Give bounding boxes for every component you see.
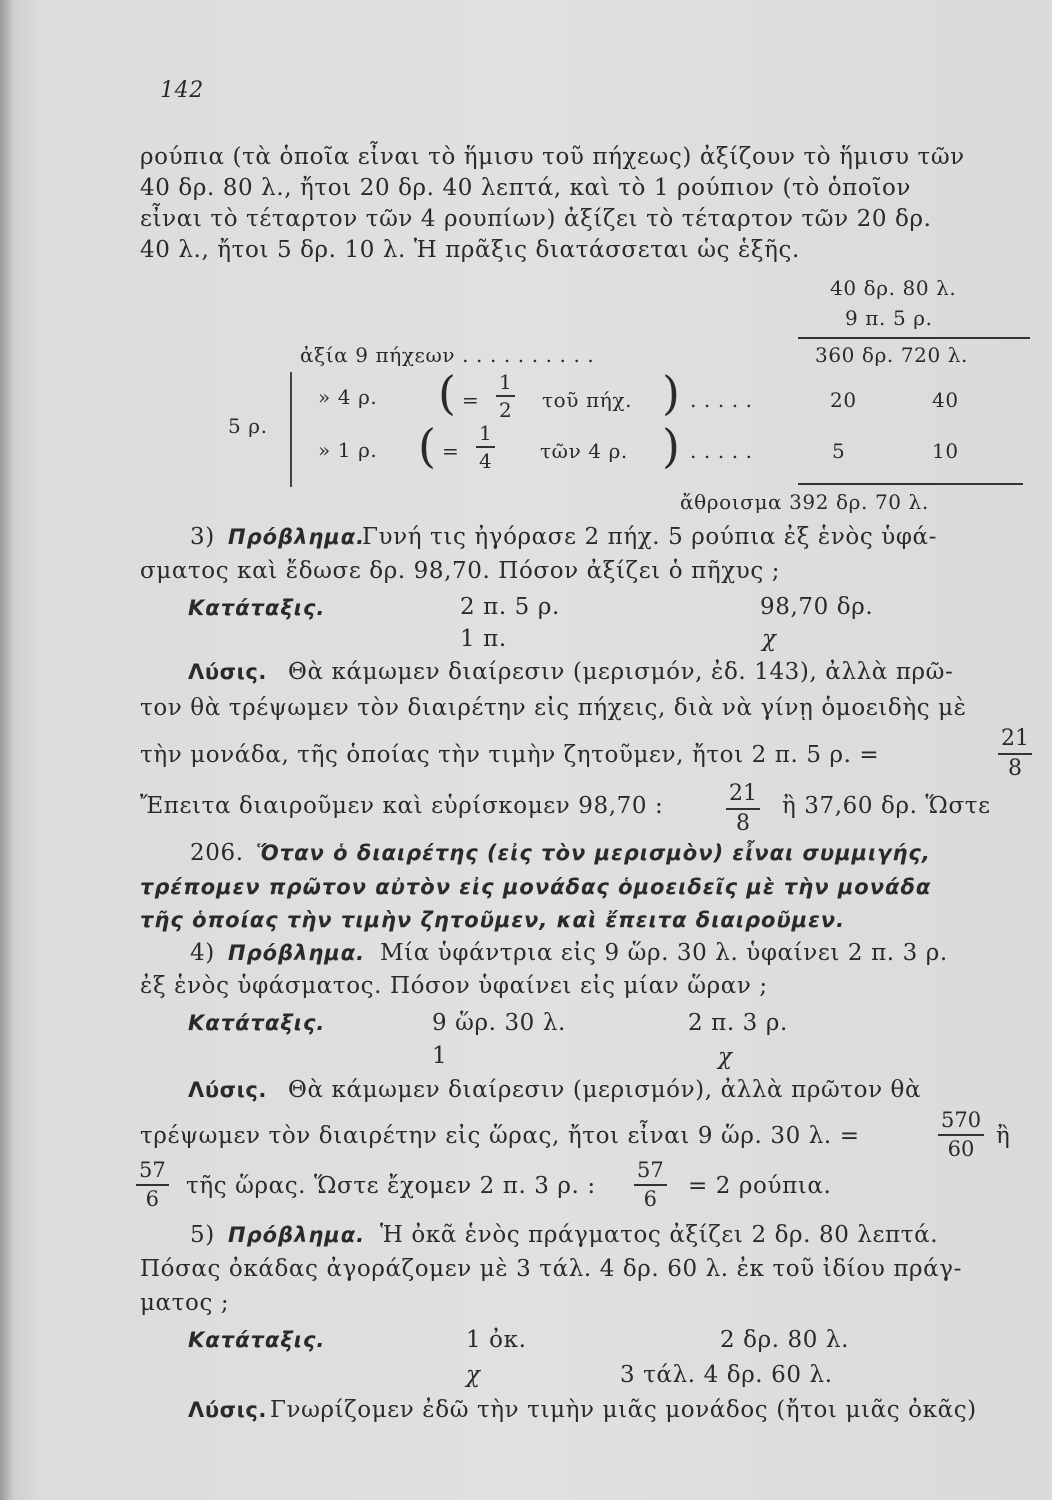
fraction (634, 1160, 667, 1210)
rule-text: Ὅταν ὁ διαιρέτης (εἰς τὸν μερισμὸν) εἶναι συμμιγής, (256, 841, 931, 865)
fraction (998, 728, 1032, 780)
calc-row-value: 360 δρ. 720 λ. (815, 343, 969, 367)
calc-row-tail: τοῦ πήχ. (542, 388, 633, 412)
calc-top-line-2: 9 π. 5 ρ. (845, 306, 933, 330)
calc-side-label: 5 ρ. (228, 414, 268, 438)
fraction-numerator: 1 (499, 370, 512, 394)
katataxis-value: 2 π. 3 ρ. (688, 1010, 788, 1036)
equals-sign: = (462, 388, 480, 412)
paren-open: ( (438, 366, 456, 420)
katataxis-label: Κατάταξις. (188, 596, 326, 620)
rule-text: τῆς ὁποίας τὴν τιμὴν ζητοῦμεν, καὶ ἔπειτα διαιροῦμεν. (140, 908, 846, 932)
katataxis-value: 1 ὀκ. (466, 1327, 527, 1353)
calc-row-label: ἀξία 9 πήχεων . . . . . . . . . . (300, 343, 595, 367)
text-line: 40 δρ. 80 λ., ἤτοι 20 δρ. 40 λεπτά, καὶ τὸ 1 ρούπιον (τὸ ὁποῖον (140, 175, 911, 201)
katataxis-value: 98,70 δρ. (760, 594, 874, 620)
katataxis-value: 2 π. 5 ρ. (460, 594, 560, 620)
problem-number: 3) (190, 524, 215, 550)
fraction-bar (136, 1184, 169, 1186)
katataxis-label: Κατάταξις. (188, 1328, 326, 1352)
text-line: ματος ; (140, 1290, 230, 1316)
text-line: τὴν μονάδα, τῆς ὁποίας τὴν τιμὴν ζητοῦμεν, ἤτοι 2 π. 5 ρ. = (140, 742, 880, 768)
fraction-numerator: 570 (941, 1108, 982, 1132)
text-line: Ἔπειτα διαιροῦμεν καὶ εὑρίσκομεν 98,70 : (140, 793, 664, 819)
fraction (938, 1110, 984, 1160)
fraction (476, 423, 495, 471)
fraction-denominator: 2 (499, 397, 512, 422)
text-line: Πόσας ὀκάδας ἀγοράζομεν μὲ 3 τάλ. 4 δρ. 60 λ. ἐκ τοῦ ἰδίου πράγ- (140, 1256, 963, 1282)
leader-dots: . . . . . (690, 388, 753, 412)
fraction-numerator: 57 (637, 1158, 664, 1182)
calc-row-value: 20 (830, 388, 857, 412)
fraction-denominator: 8 (736, 810, 750, 836)
text-line: ρούπια (τὰ ὁποῖα εἶναι τὸ ἥμισυ τοῦ πήχεως) ἀξίζουν τὸ ἥμισυ τῶν (140, 144, 965, 170)
lysis-label: Λύσις. (188, 660, 267, 684)
lysis-label: Λύσις. (188, 1398, 267, 1422)
text-line: ἐξ ἑνὸς ὑφάσματος. Πόσον ὑφαίνει εἰς μίαν ὥραν ; (140, 973, 768, 999)
text-line: Ἡ ὀκᾶ ἑνὸς πράγματος ἀξίζει 2 δρ. 80 λεπτά. (380, 1222, 939, 1248)
fraction-denominator: 6 (145, 1186, 160, 1211)
paren-close: ) (662, 419, 680, 473)
fraction-denominator: 8 (1008, 755, 1022, 781)
calc-rule-sum (798, 483, 1023, 485)
lysis-label: Λύσις. (188, 1078, 267, 1102)
katataxis-value: 9 ὥρ. 30 λ. (432, 1010, 566, 1036)
text-line: Γνωρίζομεν ἐδῶ τὴν τιμὴν μιᾶς μονάδος (ἤτοι μιᾶς ὀκᾶς) (270, 1397, 977, 1423)
calc-top-line-1: 40 δρ. 80 λ. (830, 276, 957, 300)
text-line: τρέψωμεν τὸν διαιρέτην εἰς ὥρας, ἤτοι εἶναι 9 ὥρ. 30 λ. = (140, 1123, 860, 1149)
paren-open: ( (418, 419, 436, 473)
katataxis-value: 1 (432, 1043, 448, 1069)
katataxis-value: χ (762, 626, 777, 652)
fraction-denominator: 4 (479, 448, 492, 473)
calc-row-label: » 1 ρ. (318, 438, 378, 462)
fraction-bar (938, 1134, 984, 1136)
fraction-denominator: 60 (947, 1136, 975, 1161)
fraction-bar (634, 1184, 667, 1186)
fraction-numerator: 21 (1001, 726, 1029, 751)
page-number: 142 (160, 78, 204, 103)
text-line: τῆς ὥρας. Ὥστε ἔχομεν 2 π. 3 ρ. : (186, 1173, 596, 1199)
text-line: Μία ὑφάντρια εἰς 9 ὥρ. 30 λ. ὑφαίνει 2 π. 3 ρ. (380, 940, 948, 966)
fraction-denominator: 6 (643, 1186, 658, 1211)
fraction-bar (476, 446, 495, 448)
problem-number: 5) (190, 1222, 215, 1248)
text-line: = 2 ρούπια. (688, 1173, 832, 1199)
calc-row-label: » 4 ρ. (318, 385, 378, 409)
rule-number: 206. (190, 840, 244, 866)
calc-sum: ἄθροισμα 392 δρ. 70 λ. (680, 490, 929, 514)
fraction (136, 1160, 169, 1210)
text-line: εἶναι τὸ τέταρτον τῶν 4 ρουπίων) ἀξίζει τὸ τέταρτον τῶν 20 δρ. (140, 206, 932, 232)
equals-sign: = (442, 439, 460, 463)
text-line: τον θὰ τρέψωμεν τὸν διαιρέτην εἰς πήχεις, διὰ νὰ γίνῃ ὁμοειδὴς μὲ (140, 695, 967, 721)
katataxis-label: Κατάταξις. (188, 1011, 326, 1035)
problem-title: Πρόβλημα. (228, 525, 366, 549)
text-line: ἢ 37,60 δρ. Ὥστε (782, 793, 991, 819)
text-line: Γυνή τις ἠγόρασε 2 πήχ. 5 ρούπια ἐξ ἑνὸς ὑφά- (362, 524, 938, 550)
fraction-bar (726, 808, 760, 810)
problem-title: Πρόβλημα. (228, 941, 366, 965)
text-line: σματος καὶ ἔδωσε δρ. 98,70. Πόσον ἀξίζει ὁ πῆχυς ; (140, 558, 781, 584)
fraction-numerator: 21 (729, 781, 757, 806)
fraction-bar (998, 753, 1032, 755)
katataxis-value: 1 π. (460, 626, 507, 652)
calc-row-value: 10 (932, 439, 959, 463)
text-line: 40 λ., ἤτοι 5 δρ. 10 λ. Ἡ πρᾶξις διατάσσεται ὡς ἑξῆς. (140, 237, 800, 263)
text-line: Θὰ κάμωμεν διαίρεσιν (μερισμόν), ἀλλὰ πρῶτον θὰ (288, 1077, 922, 1103)
leader-dots: . . . . . (690, 439, 753, 463)
calc-rule-top (798, 337, 1030, 339)
rule-text: τρέπομεν πρῶτον αὐτὸν εἰς μονάδας ὁμοειδεῖς μὲ τὴν μονάδα (140, 875, 932, 899)
calc-row-value: 40 (932, 388, 959, 412)
fraction-numerator: 57 (139, 1158, 166, 1182)
katataxis-value: χ (718, 1044, 733, 1070)
problem-title: Πρόβλημα. (228, 1223, 366, 1247)
calc-row-value: 5 (832, 439, 846, 463)
fraction-bar (496, 395, 515, 397)
fraction (496, 372, 515, 420)
calc-brace-line (290, 372, 292, 487)
katataxis-value: 3 τάλ. 4 δρ. 60 λ. (620, 1362, 833, 1388)
calc-row-tail: τῶν 4 ρ. (540, 439, 628, 463)
problem-number: 4) (190, 940, 215, 966)
page-gutter-shadow (0, 0, 14, 1500)
text-line: Θὰ κάμωμεν διαίρεσιν (μερισμόν, ἐδ. 143), ἀλλὰ πρῶ- (288, 659, 954, 685)
katataxis-value: χ (466, 1362, 481, 1388)
fraction-numerator: 1 (479, 421, 492, 445)
paren-close: ) (662, 366, 680, 420)
fraction (726, 783, 760, 835)
text-line: ἢ (996, 1123, 1011, 1149)
katataxis-value: 2 δρ. 80 λ. (720, 1327, 850, 1353)
